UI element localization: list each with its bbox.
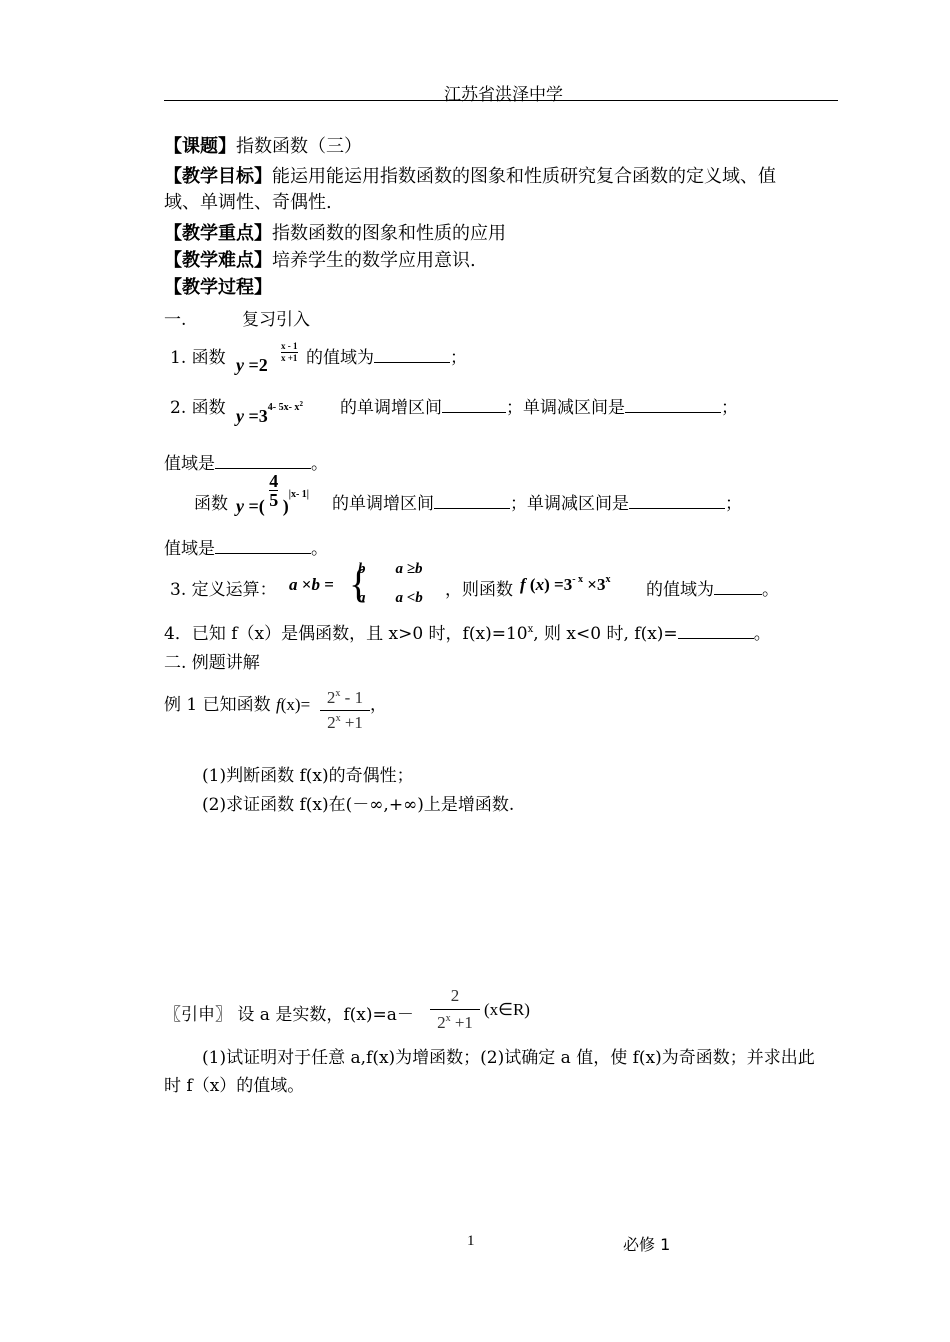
q2-range-blank[interactable] — [215, 454, 311, 469]
q2b-range-line: 值域是 。 — [164, 539, 328, 559]
q2b-range-blank[interactable] — [215, 539, 311, 554]
q2-formula: $y =3^{4- 5x- x^2}$ — [236, 400, 303, 426]
header-school: 江苏省洪泽中学 — [444, 85, 563, 105]
difficulty-tag: 【教学难点】 — [164, 250, 272, 271]
topic-tag: 【课题】 — [164, 136, 236, 157]
focus-tag: 【教学重点】 — [164, 223, 272, 244]
q2b-line: 的单调增区间 ；单调减区间是 ； — [332, 494, 742, 514]
goal-line-1 — [164, 162, 776, 188]
q2b-label: 函数 — [194, 494, 228, 514]
q3-case-1: b a ≥b — [358, 561, 423, 577]
focus-value: 指数函数的图象和性质的应用 — [272, 223, 506, 244]
process-tag: 【教学过程】 — [164, 277, 272, 298]
q3-function: f $(x) =3^{- x} \times 3^x$ — [520, 574, 611, 594]
goal-text-2: 域、单调性、奇偶性. — [164, 192, 332, 213]
topic-value: 指数函数（三） — [236, 136, 362, 157]
ex1-fraction: 2$^x$ - 1 $2^x +1$ — [320, 688, 370, 733]
q3-blank[interactable] — [714, 580, 762, 595]
focus-line — [164, 219, 506, 245]
ex1-label: 例 1 已知函数 f(x)= — [164, 695, 311, 715]
q4-line: 4．已知 f（x）是偶函数，且 x>0 时，$f(x)=10^x$, 则 x<0 时, f(x)= 。 — [164, 624, 771, 644]
q2-increase-blank[interactable] — [442, 398, 506, 413]
q3-label: 3. 定义运算： — [170, 580, 277, 600]
q1-formula: y =2 — [236, 355, 268, 375]
extension-line: 〖引申〗 设 a 是实数，f(x)=a－ — [164, 1005, 414, 1025]
q2-decrease-blank[interactable] — [625, 398, 721, 413]
difficulty-line — [164, 246, 476, 272]
q1-blank[interactable] — [374, 348, 450, 363]
q1-tail: 的值域为 ； — [306, 348, 467, 368]
q2-range-line: 值域是 。 — [164, 454, 328, 474]
difficulty-value: 培养学生的数学应用意识. — [272, 250, 476, 271]
q4-blank[interactable] — [678, 624, 754, 639]
examples-heading: 二. 例题讲解 — [164, 653, 260, 673]
goal-tag: 【教学目标】 — [164, 166, 272, 187]
page-number: 1 — [467, 1233, 475, 1249]
q2b-increase-blank[interactable] — [434, 494, 510, 509]
q3-brace: { — [349, 561, 369, 606]
ex1-q2: (2)求证函数 f(x)在(－∞,+∞)上是增函数. — [202, 795, 515, 815]
extension-q-line-2: 时 f（x）的值域。 — [164, 1076, 305, 1096]
q3-operation: a ×b = — [289, 575, 334, 594]
extension-q-line-1: (1)试证明对于任意 a,f(x)为增函数；(2)试确定 a 值，使 f(x)为奇函数；并求出此 — [202, 1048, 815, 1068]
q3-case-2: a a <b — [358, 590, 423, 606]
q1-label: 1. 函数 — [170, 348, 226, 368]
extension-domain: (x∈R) — [484, 1000, 530, 1019]
footer-book: 必修 1 — [623, 1235, 671, 1254]
review-heading-text: 复习引入 — [242, 310, 310, 330]
q2-label: 2. 函数 — [170, 398, 226, 418]
ex1-q1: (1)判断函数 f(x)的奇偶性； — [202, 766, 414, 786]
header-rule — [164, 100, 838, 101]
goal-text-1: 能运用能运用指数函数的图象和性质研究复合函数的定义域、值 — [272, 166, 776, 187]
review-heading-num: 一. — [164, 310, 187, 330]
q1-exponent: x - 1 x +1 — [281, 341, 298, 363]
topic-line — [164, 132, 362, 158]
extension-fraction: 2 $2^x +1$ — [430, 986, 480, 1033]
q2-line: 的单调增区间 ；单调减区间是 ； — [340, 398, 738, 418]
ex1-comma: ， — [370, 695, 387, 715]
q3-mid: ，则函数 — [445, 580, 513, 600]
q3-tail: 的值域为 。 — [646, 580, 779, 600]
q2b-formula: y =( $\frac{4}{5}$ )|x- 1| — [236, 471, 309, 516]
q2b-decrease-blank[interactable] — [629, 494, 725, 509]
